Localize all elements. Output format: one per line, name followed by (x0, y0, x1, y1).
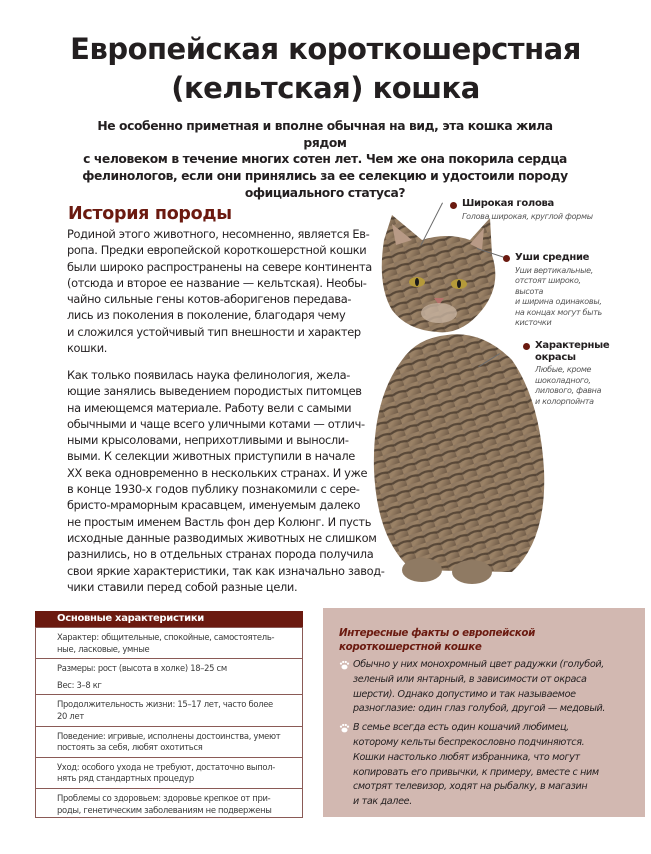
text-line: свои яркие характеристики, так как изначально завод- (67, 563, 385, 578)
text-line: не простым именем Вастль фон дер Колюнг. И пусть (67, 514, 372, 529)
text-line: Родиной этого животного, несомненно, является Ев- (67, 227, 370, 241)
text-line: чики ставили перед собой разные цели. (67, 579, 298, 594)
text-line: бристо-мраморным красавцем, именуемым далеко (67, 498, 361, 513)
callout-ears (515, 252, 602, 329)
callout-title: Уши средние (515, 252, 590, 263)
text-line: разнились, но в отдельных странах порода получила (67, 547, 374, 562)
text-line: чайно сильные гены котов-аборигенов передава- (67, 292, 352, 307)
text-line: ропа. Предки европейской короткошерстной кошки (67, 243, 367, 258)
lead-line: Не особенно приметная и вполне обычная на вид, эта кошка жила рядом (97, 119, 553, 150)
title-line: Европейская короткошерстная (70, 32, 581, 66)
text-line: в конце 1930-х годов публику познакомили с сере- (67, 482, 360, 497)
bullet-dot-icon (523, 343, 530, 350)
table-row: Уход: особого ухода не требуют, достаточно выпол- нять ряд стандартных процедур (36, 757, 302, 788)
history-paragraph-1 (67, 226, 372, 356)
callout-description: Уши вертикальные, отстоят широко, высота и ширина одинаковы, на концах могут быть кисточки (515, 265, 602, 327)
bullet-dot-icon (450, 202, 457, 209)
text-line: были широко распространены на севере континента (67, 259, 372, 274)
characteristics-table (35, 611, 303, 818)
text-line: обычными и чаще всего уличными котами — отлич- (67, 416, 365, 431)
text-line: ными крысоловами, неприхотливыми и выносли- (67, 433, 349, 448)
callout-head (462, 198, 593, 222)
paw-icon (339, 660, 350, 670)
lead-line: с человеком в течение многих сотен лет. Чем же она покорила сердца (83, 152, 567, 167)
text-line: лись из поколения в поколение, благодаря чему (67, 308, 346, 323)
table-row: Проблемы со здоровьем: здоровье крепкое от при- роды, генетическим заболеваниям не подвержены (36, 788, 302, 819)
text-line: кошки. (67, 341, 108, 356)
text-line: на имеющемся материале. Работу вели с самыми (67, 400, 352, 415)
text-line: (отсюда и второе ее название — кельтская). Необы- (67, 275, 367, 290)
history-paragraph-2 (67, 367, 385, 595)
lead-line: официального статуса? (244, 185, 406, 200)
text-line: ющие занялись выведением породистых питомцев (67, 384, 362, 399)
text-line: Как только появилась наука фелинология, жела- (67, 368, 350, 382)
article-title (0, 30, 651, 108)
paw-icon (339, 723, 350, 733)
table-row: Размеры: рост (высота в холке) 18–25 см Вес: 3–8 кг (36, 658, 302, 694)
callout-title: Характерные окрасы (535, 340, 610, 363)
fact-item: Обычно у них монохромный цвет радужки (голубой, зеленый или янтарный, в зависимости от окраса шерсти). Однако допустимо и так называемое разноглазие: один глаз голубой, другой — медовый. (339, 658, 633, 717)
text-line: XX века одновременно в нескольких странах. И уже (67, 465, 368, 480)
article-lead (80, 118, 570, 202)
callout-description: Голова широкая, круглой формы (462, 211, 593, 221)
table-row: Характер: общительные, спокойные, самостоятель- ные, ласковые, умные (36, 627, 302, 658)
lead-line: фелинологов, если они принялись за ее селекцию и удостоили породу (82, 169, 568, 184)
interesting-facts-box (323, 608, 645, 817)
text-line: выми. К селекции животных приступили в начале (67, 449, 355, 464)
callout-colors (535, 340, 609, 407)
bullet-dot-icon (503, 255, 510, 262)
title-line: (кельтская) кошка (171, 71, 480, 105)
text-line: и сложился устойчивый тип внешности и характер (67, 324, 361, 339)
table-row: Продолжительность жизни: 15–17 лет, часто более 20 лет (36, 694, 302, 725)
table-row: Поведение: игривые, исполнены достоинства, умеют постоять за себя, любят охотиться (36, 726, 302, 757)
facts-title: Интересные факты о европейской короткошерстной кошке (339, 627, 535, 653)
text-line: исходные данные разводимых животных не слишком (67, 530, 377, 545)
callout-description: Любые, кроме шоколадного, лилового, фавна и колорпойнта (535, 365, 602, 406)
history-heading: История породы (68, 204, 232, 224)
characteristics-header: Основные характеристики (35, 611, 303, 627)
callout-title: Широкая голова (462, 198, 554, 209)
fact-item: В семье всегда есть один кошачий любимец, которому кельты беспрекословно подчиняются. Кошки настолько любят избранника, что могут копировать его привычки, к примеру, вместе с ним смотрят телевизор, ходят на рыбалку, в магазин и так далее. (339, 721, 633, 810)
